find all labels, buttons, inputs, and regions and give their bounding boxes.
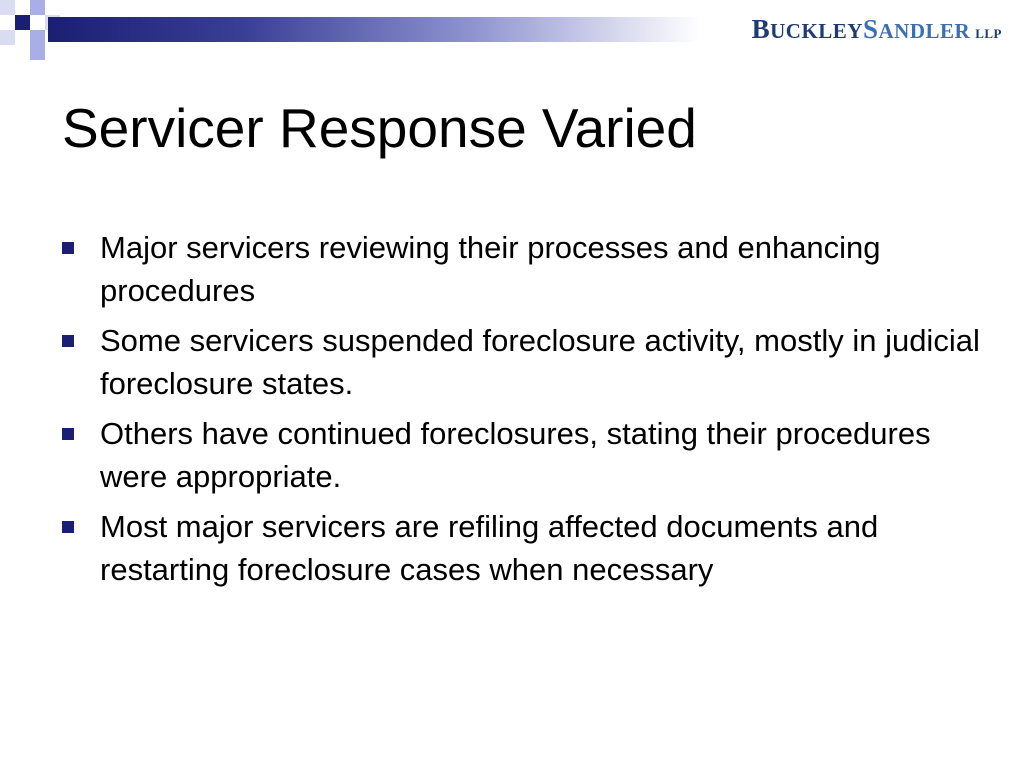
header-gradient-bar: [48, 17, 700, 42]
bullet-item: [62, 505, 982, 591]
corner-square: [0, 0, 15, 15]
logo-word-2: ANDLER: [878, 19, 971, 43]
square-bullet-icon: [62, 242, 74, 254]
bullet-item: [62, 412, 982, 498]
logo-word-1: UCKLEY: [770, 19, 863, 43]
logo-suffix: LLP: [975, 26, 1002, 41]
bullet-item: [62, 226, 982, 312]
bullet-text: Most major servicers are refiling affected documents and restarting foreclosure cases when necessary: [100, 509, 879, 587]
logo-initial-s: S: [862, 14, 879, 44]
corner-square: [0, 30, 15, 45]
logo-initial-b: B: [751, 14, 771, 44]
corner-square: [30, 45, 45, 60]
square-bullet-icon: [62, 428, 74, 440]
bullet-list: [62, 226, 982, 598]
corner-square: [30, 30, 45, 45]
corner-square: [30, 0, 45, 15]
bullet-text: Others have continued foreclosures, stating their procedures were appropriate.: [100, 416, 931, 494]
bullet-text: Major servicers reviewing their processes and enhancing procedures: [100, 230, 881, 308]
square-bullet-icon: [62, 521, 74, 533]
firm-logo: [752, 14, 1002, 45]
corner-square: [15, 15, 30, 30]
bullet-item: [62, 319, 982, 405]
square-bullet-icon: [62, 335, 74, 347]
slide-title: Servicer Response Varied: [62, 97, 697, 159]
bullet-text: Some servicers suspended foreclosure activity, mostly in judicial foreclosure states.: [100, 323, 980, 401]
